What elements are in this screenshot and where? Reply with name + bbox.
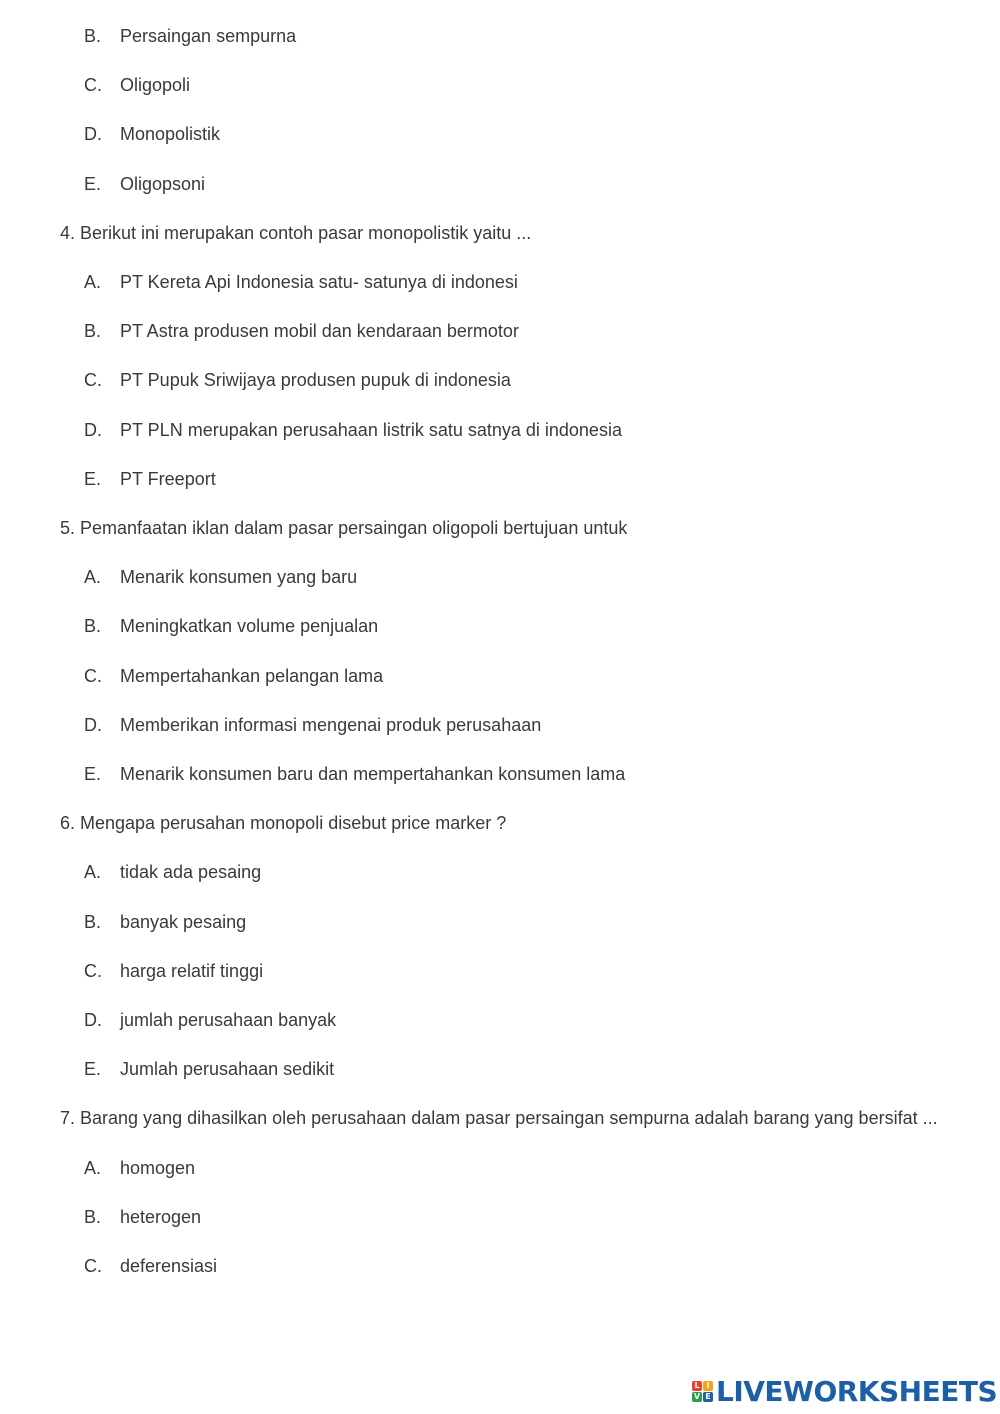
option-text: Meningkatkan volume penjualan	[120, 616, 379, 636]
question-text: 4. Berikut ini merupakan contoh pasar monopolistik yaitu ...	[60, 223, 532, 243]
option-letter: E.	[84, 764, 102, 784]
logo-badge-letter: I	[703, 1381, 713, 1391]
option-letter: B.	[84, 1207, 102, 1227]
logo-badge-letter: L	[692, 1381, 702, 1391]
option-text: Oligopsoni	[120, 174, 206, 194]
option-text: Memberikan informasi mengenai produk perusahaan	[120, 715, 542, 735]
option-text: homogen	[120, 1158, 196, 1178]
option-letter: A.	[84, 567, 102, 587]
liveworksheets-logo	[692, 1374, 997, 1408]
option-text: PT Pupuk Sriwijaya produsen pupuk di indonesia	[120, 370, 511, 390]
option-letter: E.	[84, 469, 102, 489]
option-text: PT Astra produsen mobil dan kendaraan bermotor	[120, 321, 519, 341]
option-text: PT Kereta Api Indonesia satu- satunya di indonesi	[120, 272, 518, 292]
option-letter: B.	[84, 912, 102, 932]
option-text: Jumlah perusahaan sedikit	[120, 1059, 335, 1079]
option-text: Menarik konsumen yang baru	[120, 567, 358, 587]
option-text: PT Freeport	[120, 469, 216, 489]
option-text: Menarik konsumen baru dan mempertahankan konsumen lama	[120, 764, 626, 784]
option-text: harga relatif tinggi	[120, 961, 264, 981]
option-letter: B.	[84, 321, 102, 341]
option-letter: B.	[84, 26, 102, 46]
logo-badge-letter: E	[703, 1392, 713, 1402]
option-letter: A.	[84, 1158, 102, 1178]
option-letter: D.	[84, 124, 102, 144]
option-text: jumlah perusahaan banyak	[120, 1010, 337, 1030]
question-text: 6. Mengapa perusahan monopoli disebut price marker ?	[60, 813, 507, 833]
option-text: Monopolistik	[120, 124, 221, 144]
option-text: Oligopoli	[120, 75, 191, 95]
option-letter: C.	[84, 666, 102, 686]
logo-badge	[692, 1381, 713, 1402]
option-letter: A.	[84, 862, 102, 882]
option-letter: D.	[84, 1010, 102, 1030]
option-letter: B.	[84, 616, 102, 636]
option-letter: C.	[84, 75, 102, 95]
option-text: PT PLN merupakan perusahaan listrik satu satnya di indonesia	[120, 420, 622, 440]
option-letter: C.	[84, 370, 102, 390]
option-letter: C.	[84, 1256, 102, 1276]
option-letter: D.	[84, 420, 102, 440]
option-text: Persaingan sempurna	[120, 26, 297, 46]
option-letter: E.	[84, 174, 102, 194]
option-letter: D.	[84, 715, 102, 735]
logo-wordmark: LIVEWORKSHEETS	[716, 1374, 998, 1408]
option-text: deferensiasi	[120, 1256, 218, 1276]
question-text: 7. Barang yang dihasilkan oleh perusahaan dalam pasar persaingan sempurna adalah barang yang bersifat ...	[60, 1108, 938, 1128]
option-text: banyak pesaing	[120, 912, 247, 932]
option-text: Mempertahankan pelangan lama	[120, 666, 384, 686]
option-letter: E.	[84, 1059, 102, 1079]
option-letter: A.	[84, 272, 102, 292]
logo-badge-letter: V	[693, 1392, 701, 1401]
option-letter: C.	[84, 961, 102, 981]
option-text: heterogen	[120, 1207, 202, 1227]
option-text: tidak ada pesaing	[120, 862, 262, 882]
question-text: 5. Pemanfaatan iklan dalam pasar persaingan oligopoli bertujuan untuk	[60, 518, 628, 538]
